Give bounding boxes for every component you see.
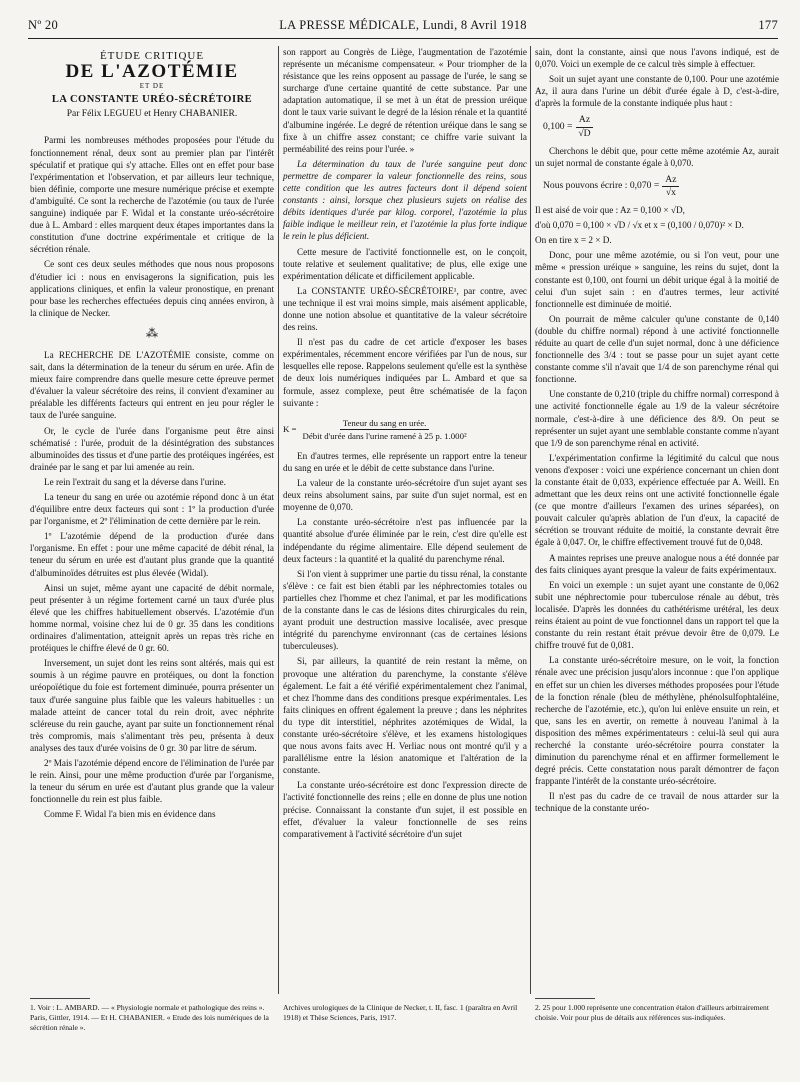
paragraph: Cherchons le débit que, pour cette même azotémie Az, aurait un sujet normal de constante égale à 0,070. [535, 145, 779, 168]
formula-lhs: 0,100 = [543, 121, 573, 133]
formula-lhs: Nous pouvons écrire : 0,070 = [543, 180, 660, 192]
paragraph: Le rein l'extrait du sang et la déverse dans l'urine. [44, 476, 226, 487]
article-kicker: ÉTUDE CRITIQUE [99, 50, 205, 62]
formula-lhs: K = [283, 424, 297, 435]
article-title: DE L'AZOTÉMIE [65, 61, 239, 83]
formula-denominator: √D [578, 127, 591, 139]
paragraph: Il n'est pas du cadre de ce travail de nous attarder sur la technique de la constante uréo- [535, 791, 779, 814]
formula-denominator: √x [665, 186, 676, 198]
constant-formula [283, 417, 527, 442]
paragraph: Ainsi un sujet, même ayant une capacité de débit normale, peut présenter à un régime fortement carné un taux d'urée plus élevé que les chiffres habituellement observés. L'azotémie d'un homme normal, voisine chez lui de 0 gr. 35 dans les conditions ordinaires d'alimentation, atteignit après un repas très riche en protéiques le chiffre élevé de 0 gr. 60. [30, 582, 274, 654]
journal-title: LA PRESSE MÉDICALE, Lundi, 8 Avril 1918 [279, 18, 527, 32]
article-byline: Par Félix LEGUEU et Henry CHABANIER. [66, 109, 238, 120]
paragraph: Donc, pour une même azotémie, ou si l'on veut, pour une même « pression uréique » sanguine, les reins du sujet, dont la constante est 0,100, ont fourni un débit urique égal à la moitié de celui d'un sujet sain : en d'autres termes, leur activité fonctionnelle est diminuée de moitié. [535, 250, 779, 309]
paragraph: A maintes reprises une preuve analogue nous a été donnée par des faits cliniques ayant presque la valeur de faits expérimentaux. [535, 552, 779, 575]
paragraph: Inversement, un sujet dont les reins sont altérés, mais qui est soumis à un régime pauvre en protéiques, ou dont la fonction uréopoïétique du foie est fortement diminuée, pourra présenter un taux d'urée sanguine plus faible que les valeurs habituelles : un malade atteint de cancer total du rein droit, avec néphrite scléreuse du rein gauche, ayant par suite un fonctionnement rénal très compromis, mais s'alimentant très peu, présenta à deux analyses des taux d'urée voisins de 0 gr. 30 par litre de sérum. [30, 658, 274, 753]
paragraph: Comme F. Widal l'a bien mis en évidence dans [44, 809, 216, 820]
paragraph: La RECHERCHE DE L'AZOTÉMIE consiste, comme on sait, dans la détermination de la teneur du sérum en urée. Afin de mieux faire comprendre dans quelle mesure cette épreuve permet d'évaluer la valeur sécrétoire des reins, il convient d'examiner au préalable les différents facteurs qui entrent en jeu pour régler le taux de l'urée sanguine. [30, 349, 274, 421]
footnote-1-continued: Archives urologiques de la Clinique de Necker, t. II, fasc. 1 (paraîtra en Avril 1918) et Thèse Sciences, Paris, 1917. [283, 1003, 518, 1022]
formula-2 [543, 174, 779, 199]
paragraph: 1º L'azotémie dépend de la production d'urée dans l'organisme. En effet : pour une même capacité de débit rénal, la teneur du sérum en urée est d'autant plus grande que la quantité d'albuminoïdes détruites est plus élevée (Widal). [30, 531, 274, 578]
paragraph: Si l'on vient à supprimer une partie du tissu rénal, la constante s'élève : ce fait est bien établi par les néphrectomies totales ou partielles chez l'homme et chez l'animal, et par les modifications de la constante dans le cas de lésions dites chirurgicales du rein, ayant produit une destruction massive localisée, avec presque intégrité du parenchyme environnant (cas de certaines lésions tuberculeuses). [283, 568, 527, 652]
formula-fraction [300, 417, 470, 442]
section-separator: ⁂ [146, 325, 158, 340]
column-3 [535, 46, 779, 818]
paragraph: Ce sont ces deux seules méthodes que nous nous proposons d'étudier ici : nous en envisagerons la signification, puis les applications cliniques, et enfin la valeur pronostique, en prenant pour base les recherches effectuées depuis cinq années environ, à la clinique de Necker. [30, 259, 274, 318]
paragraph: Une constante de 0,210 (triple du chiffre normal) correspond à une activité fonctionnelle égale au 1/9 de la valeur sécrétoire normale, c'est-à-dire à une déficience des 8/9. On peut se représenter un sujet ayant une semblable constante comme n'ayant que 1/9 de son parenchyme rénal en activité. [535, 389, 780, 448]
footnote-rule [535, 998, 595, 999]
formula-numerator: Teneur du sang en urée. [340, 417, 430, 430]
formula-line: Il est aisé de voir que : Az = 0,100 × √D, [535, 205, 685, 216]
paragraph: La constante uréo-sécrétoire mesure, on le voit, la fonction rénale avec une précision jusqu'alors inconnue : que l'on applique en effet sur un chien les diverses méthodes proposées pour l'étude de la fonction rénale (bleu de méthylène, phénolsulfophtaléine, recherche de l'azotémie, etc.), qu'on lui enlève ensuite un rein, et que, sans les en avertir, on remette à nouveau l'animal à la disposition des mêmes expérimentateurs : celui-là seul qui aura recherché la constante uréo-sécrétoire pourra constater la diminution du parenchyme rénal et en affirmer formellement le degré précis. Cette constatation nous paraît démontrer de façon frappante l'intérêt de la constante uréo-sécrétoire. [535, 655, 779, 787]
paragraph: Parmi les nombreuses méthodes proposées pour l'étude du fonctionnement rénal, deux sont au premier plan par l'intérêt spéculatif et pratique qui s'y attache. Elles ont en effet pour base l'expérimentation et l'observation, et par ailleurs leur technique, bien définie, comporte une mesure numérique précise et exempte d'ambiguïté. Ce sont la recherche de l'azotémie (ou taux de l'urée sanguine) indiquée par F. Widal et la constante uréo-sécrétoire due à L. Ambard : elles marquent deux étapes importantes dans la constitution d'une doctrine expérimentale et critique de la sécrétion rénale. [30, 135, 274, 255]
header-rule [28, 38, 778, 39]
formula-line: d'où 0,070 = 0,100 × √D / √x et x = (0,100 / 0,070)² × D. [535, 220, 744, 231]
paragraph: La constante uréo-sécrétoire n'est pas influencée par la quantité absolue d'urée éliminée par le rein, c'est dire qu'elle est indépendante du régime alimentaire. Elle dépend seulement de deux facteurs : la quantité et la qualité du parenchyme rénal. [283, 517, 527, 564]
paragraph: La détermination du taux de l'urée sanguine peut donc permettre de comparer la valeur fonctionnelle des reins, sous cette condition que les autres facteurs dont il dépend soient constants : ainsi, lorsque chez plusieurs sujets on réalise des débits identiques d'urée par kilog. corporel, l'azotémie la plus faible indique le meilleur rein, et l'azotémie la plus forte indique le rein le plus déficient. [283, 158, 527, 242]
formula-1 [543, 114, 779, 139]
formula-numerator: Az [662, 174, 679, 187]
column-2 [283, 46, 527, 843]
paragraph: La constante uréo-sécrétoire est donc l'expression directe de l'activité fonctionnelle des reins ; elle en donne de plus une notion précise. Connaissant la constante d'un sujet, il est possible en effet, d'évaluer la valeur fonctionnelle de ses reins comparativement à l'activité sécrétoire d'un sujet [283, 780, 527, 839]
paragraph: Or, le cycle de l'urée dans l'organisme peut être ainsi schématisé : l'urée, produit de la désintégration des substances albuminoïdes des tissus et d'une partie des protéiques ingérées, est drainée par le sang et par lui amenée au rein. [30, 425, 274, 472]
paragraph: Soit un sujet ayant une constante de 0,100. Pour une azotémie Az, il aura dans l'urine un débit d'urée égale à D, c'est-à-dire, d'après la formule de la constante indiquée plus haut : [535, 74, 779, 109]
page-number: 177 [758, 18, 778, 32]
paragraph: Si, par ailleurs, la quantité de rein restant la même, on provoque une altération du parenchyme, la constante s'élève également. Le fait a été vérifié expérimentalement chez l'animal, et chez l'homme dans des conditions presque expérimentales. Les faits cliniques en offrent également la preuve ; dans les néphrites du type dit interstitiel, néphrites azotémiques de Widal, la constante uréo-sécrétoire s'élève, et les examens histologiques que nous avons faits avec H. Verliac nous ont montré qu'il y a parallélisme entre la lésion anatomique et l'altération de la constante. [283, 656, 527, 776]
column-rule [530, 46, 531, 994]
article-conj: ET DE [139, 82, 165, 91]
paragraph: sain, dont la constante, ainsi que nous l'avons indiqué, est de 0,070. Voici un exemple de ce calcul très simple à effectuer. [535, 47, 779, 70]
paragraph: L'expérimentation confirme la légitimité du calcul que nous venons d'exposer : voici une expérience concernant un chien dont la constante était de 0,033, expérience effectuée par A. Weill. En admettant que les deux reins ont une activité fonctionnelle égale (ce que montre d'ailleurs l'examen des urines séparées), on pouvait calculer qu'après ablation de l'un d'eux, la capacité de sécrétion se trouvant réduite de moitié, la constante devrait être égale à 0,047. Or, le chiffre effectivement trouvé fut de 0,048. [535, 452, 779, 548]
formula-line: On en tire x = 2 × D. [535, 235, 612, 246]
column-1 [30, 46, 274, 823]
paragraph: 2º Mais l'azotémie dépend encore de l'élimination de l'urée par le rein. Ainsi, pour une même production d'urée par l'organisme, la teneur du sérum en urée est d'autant plus grande que la valeur fonctionnelle du rein est plus faible. [30, 757, 275, 805]
formula-fraction [662, 174, 679, 199]
column-rule [278, 46, 279, 994]
formula-denominator: Débit d'urée dans l'urine ramené à 25 p. 1.000² [302, 430, 467, 441]
paragraph: On pourrait de même calculer qu'une constante de 0,140 (double du chiffre normal) répond à une activité fonctionnelle réduite au quart de celle d'un sujet normal, donc à une déficience fonctionnelle des 3/4 : tout se passe pour un sujet ayant cette constante comme s'il n'avait que 1/4 de son parenchyme rénal qui fonctionne. [535, 313, 779, 385]
issue-number: Nº 20 [28, 18, 59, 32]
footnote-1: 1. Voir : L. AMBARD. — « Physiologie normale et pathologique des reins ». Paris, Gittler, 1914. — Et H. CHABANIER. « Etude des lois numériques de la sécrétion rénale ». [30, 1003, 269, 1032]
paragraph: En voici un exemple : un sujet ayant une constante de 0,062 subit une néphrectomie pour tuberculose rénale au début, très localisée. D'après les données du cathétérisme urétéral, les deux reins étaient au point de vue fonctionnel dans un rapport tel que la constante du rein restant était prévue devoir être de 0,079. Le chiffre trouvé fut de 0,081. [535, 579, 779, 651]
paragraph: son rapport au Congrès de Liège, l'augmentation de l'azotémie représente un mécanisme compensateur. « Pour triompher de la résistance que les reins opposent au passage de l'urée, le sang se surcharge d'une certaine quantité de cette substance. Par une adaptation automatique, il se met à un état de pression uréique dont le taux varie suivant le degré de la lésion rénale et la quantité d'albumine ingérée. Le degré de rétention uréique dans le sang se fixe à un chiffre assez constant; ce chiffre varie suivant la perméabilité des reins pour l'urée. » [283, 47, 527, 154]
paragraph: Il n'est pas du cadre de cet article d'exposer les bases expérimentales, récemment encore vérifiées par l'un de nous, sur lesquelles elle repose. Rappelons seulement qu'elle est la synthèse de deux lois numériques indiquées par L. Ambard et que sa formule, assez complexe, peut être schématisée de la façon suivante : [283, 337, 527, 408]
paragraph: Cette mesure de l'activité fonctionnelle est, on le conçoit, toute relative et seulement qualitative; de plus, elle exige une expérimentation délicate et difficilement applicable. [283, 246, 527, 281]
paragraph: En d'autres termes, elle représente un rapport entre la teneur du sang en urée et le débit de cette substance dans l'urine. [283, 450, 527, 473]
footnote-2: 2. 25 pour 1.000 représente une concentration étalon d'ailleurs arbitrairement choisie. Voir pour plus de détails aux références sus-indiquées. [535, 1003, 769, 1022]
formula-fraction [575, 114, 593, 139]
paragraph: La valeur de la constante uréo-sécrétoire d'un sujet ayant ses deux reins absolument sains, par suite d'un sujet normal, est en moyenne de 0,070. [283, 478, 527, 513]
article-subtitle: LA CONSTANTE URÉO-SÉCRÉTOIRE [51, 94, 253, 106]
paragraph: La CONSTANTE URÉO-SÉCRÉTOIRE¹, par contre, avec une technique il est vrai moins simple, mais aisément applicable, donne une notion absolue et quantitative de la valeur sécrétoire des reins. [283, 285, 527, 333]
running-header [28, 18, 778, 40]
footnote-rule [30, 998, 90, 999]
formula-numerator: Az [576, 114, 593, 127]
paragraph: La teneur du sang en urée ou azotémie répond donc à un état d'équilibre entre deux facteurs qui sont : 1º la production d'urée par l'organisme, et 2º l'élimination de cette dernière par le rein. [30, 492, 274, 527]
